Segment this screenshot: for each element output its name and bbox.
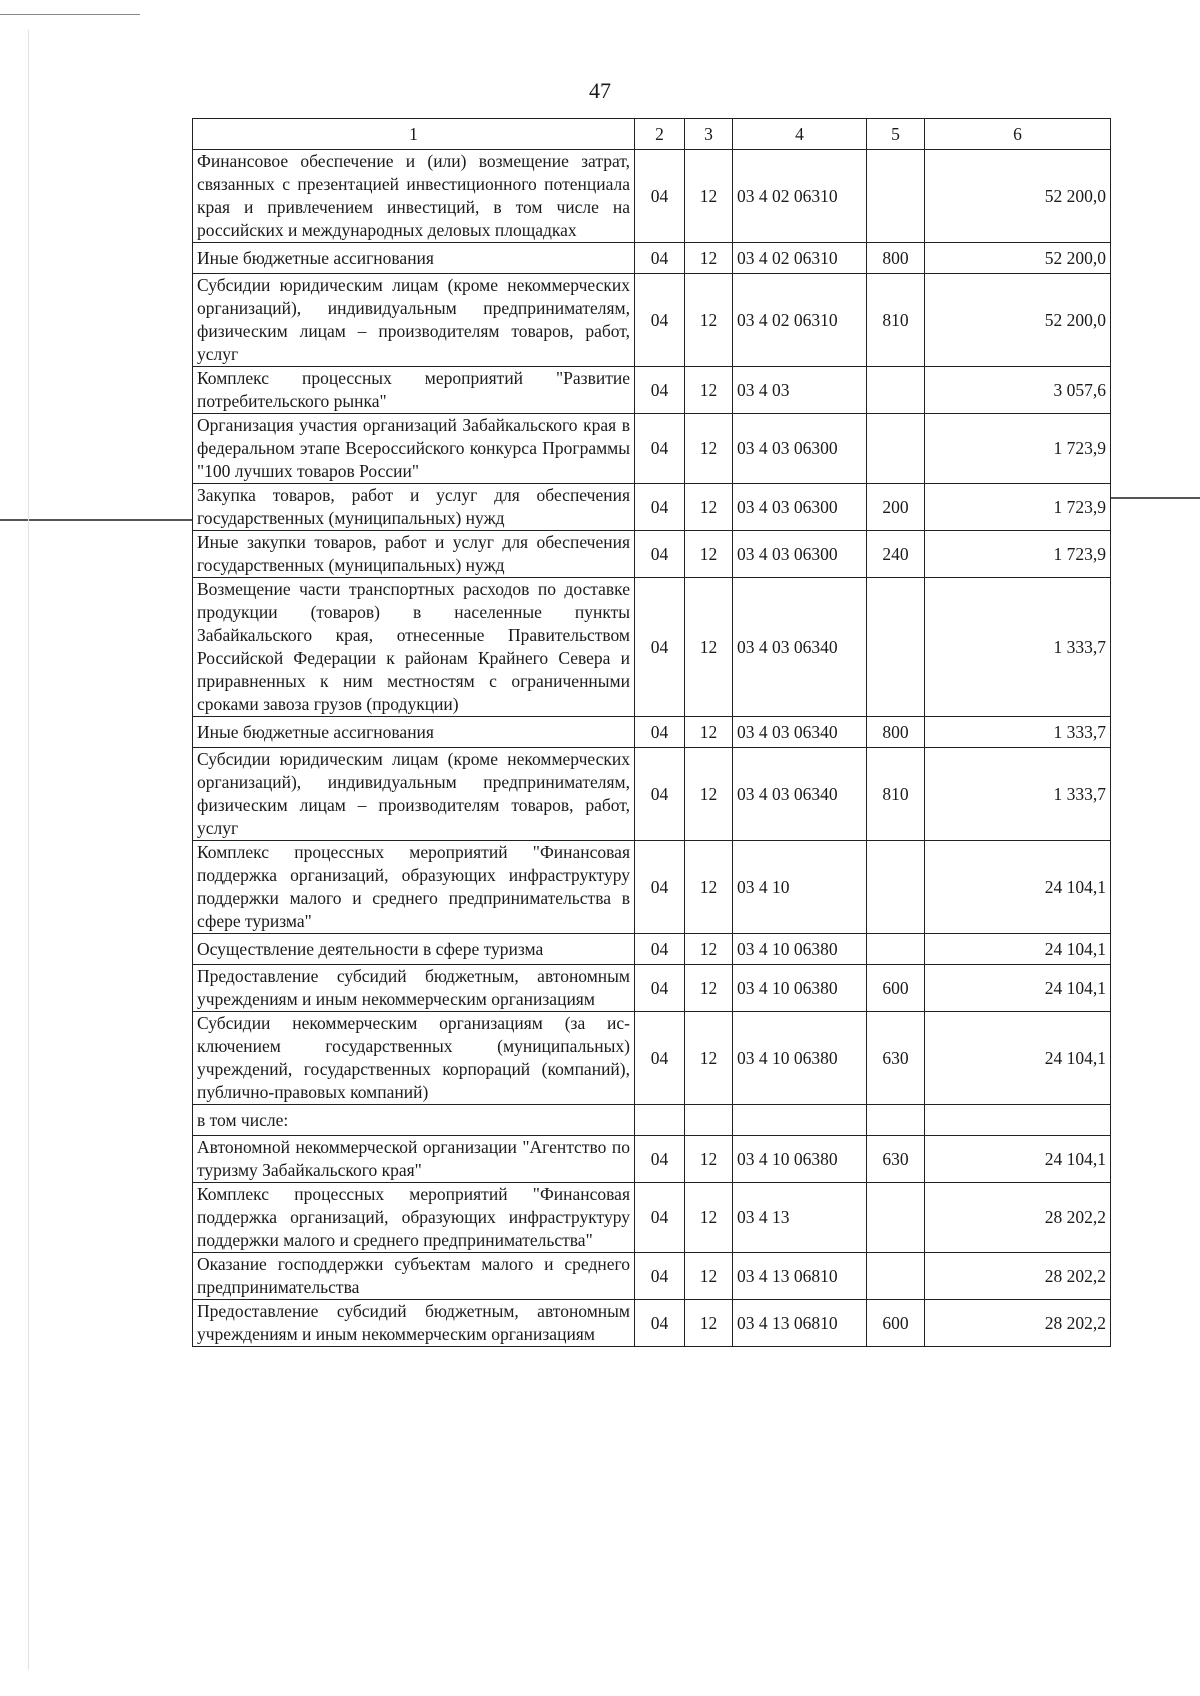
table-row: [193, 1136, 1111, 1183]
row-amount: 28 202,2: [925, 1183, 1111, 1253]
row-amount: 1 723,9: [925, 414, 1111, 484]
row-expense-type: [867, 934, 925, 965]
row-subsection: [685, 1105, 733, 1136]
row-expense-type: 800: [867, 243, 925, 274]
row-expense-type: 800: [867, 717, 925, 748]
row-subsection: 12: [685, 531, 733, 578]
row-target-code: 03 4 13 06810: [733, 1300, 867, 1347]
row-description: в том числе:: [193, 1105, 635, 1136]
row-subsection: 12: [685, 1300, 733, 1347]
row-expense-type: 600: [867, 965, 925, 1012]
row-expense-type: 810: [867, 748, 925, 841]
row-section: 04: [635, 1300, 685, 1347]
table-row: [193, 1183, 1111, 1253]
row-section: 04: [635, 414, 685, 484]
row-description: Иные бюджетные ассигнования: [193, 717, 635, 748]
row-section: 04: [635, 748, 685, 841]
row-target-code: 03 4 10: [733, 841, 867, 934]
table-row: [193, 367, 1111, 414]
row-expense-type: [867, 1105, 925, 1136]
table-header-row: [193, 119, 1111, 150]
row-expense-type: 240: [867, 531, 925, 578]
row-description: Субсидии юридическим лицам (кроме некоммерческих организаций), индивидуальным предпринимателям, физическим лицам – производителям товаров, работ, услуг: [193, 748, 635, 841]
row-subsection: 12: [685, 1136, 733, 1183]
row-subsection: 12: [685, 274, 733, 367]
table-row: [193, 531, 1111, 578]
row-subsection: 12: [685, 150, 733, 243]
header-col-2: 2: [635, 119, 685, 150]
row-subsection: 12: [685, 841, 733, 934]
row-description: Субсидии некоммерческим организациям (за исключением государственных (муниципальных) учреждений, государственных корпораций (компаний), публично-правовых компаний): [193, 1012, 635, 1105]
row-expense-type: [867, 1253, 925, 1300]
row-target-code: 03 4 13: [733, 1183, 867, 1253]
row-subsection: 12: [685, 1012, 733, 1105]
row-subsection: 12: [685, 484, 733, 531]
row-amount: 1 723,9: [925, 484, 1111, 531]
row-description: Финансовое обеспечение и (или) возмещение затрат, связанных с презентацией инвестиционного потенциала края и привлечением инвестиций, в том числе на российских и международных деловых площадках: [193, 150, 635, 243]
row-target-code: 03 4 02 06310: [733, 150, 867, 243]
row-subsection: 12: [685, 1253, 733, 1300]
row-section: 04: [635, 367, 685, 414]
row-amount: 1 723,9: [925, 531, 1111, 578]
row-expense-type: 630: [867, 1136, 925, 1183]
row-description: Предоставление субсидий бюджетным, автономным учреждениям и иным некоммерческим организациям: [193, 1300, 635, 1347]
table-row: [193, 1300, 1111, 1347]
row-amount: [925, 1105, 1111, 1136]
row-subsection: 12: [685, 934, 733, 965]
row-target-code: 03 4 03 06340: [733, 717, 867, 748]
row-expense-type: 200: [867, 484, 925, 531]
table-row: [193, 965, 1111, 1012]
budget-table: [192, 118, 1111, 1347]
row-target-code: 03 4 10 06380: [733, 934, 867, 965]
table-row: [193, 748, 1111, 841]
row-amount: 52 200,0: [925, 150, 1111, 243]
row-section: 04: [635, 965, 685, 1012]
row-section: 04: [635, 1183, 685, 1253]
row-expense-type: [867, 578, 925, 717]
scan-artifact-line-right: [1110, 497, 1200, 499]
row-target-code: 03 4 03: [733, 367, 867, 414]
row-target-code: 03 4 03 06340: [733, 578, 867, 717]
scan-artifact-line-margin: [28, 30, 29, 1670]
row-subsection: 12: [685, 367, 733, 414]
row-amount: 1 333,7: [925, 748, 1111, 841]
row-subsection: 12: [685, 414, 733, 484]
row-section: 04: [635, 578, 685, 717]
row-target-code: 03 4 02 06310: [733, 274, 867, 367]
row-target-code: 03 4 13 06810: [733, 1253, 867, 1300]
row-expense-type: 630: [867, 1012, 925, 1105]
row-expense-type: [867, 1183, 925, 1253]
row-description: Иные бюджетные ассигнования: [193, 243, 635, 274]
row-section: 04: [635, 531, 685, 578]
row-section: [635, 1105, 685, 1136]
header-col-6: 6: [925, 119, 1111, 150]
row-description: Иные закупки товаров, работ и услуг для обеспечения государственных (муниципальных) нужд: [193, 531, 635, 578]
table-row: [193, 484, 1111, 531]
row-subsection: 12: [685, 243, 733, 274]
row-section: 04: [635, 484, 685, 531]
row-description: Организация участия организаций Забайкальского края в федеральном этапе Всероссийского конкурса Программы "100 лучших товаров России": [193, 414, 635, 484]
table-row: [193, 841, 1111, 934]
row-target-code: 03 4 10 06380: [733, 1012, 867, 1105]
row-description: Возмещение части транспортных расходов по доставке продукции (товаров) в населенные пункты Забайкальского края, отнесенные Правительством Российской Федерации к районам Крайнего Севера и приравненных к ним местностям с ограниченными сроками завоза грузов (продукции): [193, 578, 635, 717]
table-row: [193, 1105, 1111, 1136]
row-target-code: 03 4 03 06300: [733, 531, 867, 578]
row-target-code: 03 4 03 06300: [733, 414, 867, 484]
row-amount: 24 104,1: [925, 1012, 1111, 1105]
row-description: Закупка товаров, работ и услуг для обеспечения государственных (муниципальных) нужд: [193, 484, 635, 531]
row-subsection: 12: [685, 965, 733, 1012]
row-description: Комплекс процессных мероприятий "Финансовая поддержка организаций, образующих инфраструктуру поддержки малого и среднего предпринимательства в сфере туризма": [193, 841, 635, 934]
row-amount: 28 202,2: [925, 1253, 1111, 1300]
header-col-4: 4: [733, 119, 867, 150]
row-description: Комплекс процессных мероприятий "Финансовая поддержка организаций, образующих инфраструктуру поддержки малого и среднего предпринимательства": [193, 1183, 635, 1253]
row-amount: 24 104,1: [925, 841, 1111, 934]
header-col-1: 1: [193, 119, 635, 150]
row-expense-type: [867, 414, 925, 484]
scan-artifact-line-top: [0, 14, 140, 15]
row-amount: 24 104,1: [925, 934, 1111, 965]
table-row: [193, 414, 1111, 484]
row-description: Субсидии юридическим лицам (кроме некоммерческих организаций), индивидуальным предпринимателям, физическим лицам – производителям товаров, работ, услуг: [193, 274, 635, 367]
row-expense-type: [867, 367, 925, 414]
row-section: 04: [635, 1136, 685, 1183]
row-amount: 52 200,0: [925, 274, 1111, 367]
table-row: [193, 274, 1111, 367]
row-expense-type: 600: [867, 1300, 925, 1347]
row-amount: 28 202,2: [925, 1300, 1111, 1347]
table-row: [193, 150, 1111, 243]
row-target-code: 03 4 03 06300: [733, 484, 867, 531]
row-section: 04: [635, 841, 685, 934]
row-amount: 1 333,7: [925, 578, 1111, 717]
table-row: [193, 1253, 1111, 1300]
row-target-code: 03 4 10 06380: [733, 965, 867, 1012]
row-target-code: 03 4 02 06310: [733, 243, 867, 274]
row-subsection: 12: [685, 1183, 733, 1253]
table-row: [193, 243, 1111, 274]
table-row: [193, 1012, 1111, 1105]
row-description: Предоставление субсидий бюджетным, автономным учреждениям и иным некоммерческим организациям: [193, 965, 635, 1012]
row-section: 04: [635, 150, 685, 243]
row-description: Комплекс процессных мероприятий "Развитие потребительского рынка": [193, 367, 635, 414]
table-row: [193, 578, 1111, 717]
row-description: Осуществление деятельности в сфере туризма: [193, 934, 635, 965]
row-section: 04: [635, 717, 685, 748]
row-subsection: 12: [685, 748, 733, 841]
row-expense-type: [867, 150, 925, 243]
row-target-code: 03 4 10 06380: [733, 1136, 867, 1183]
header-col-5: 5: [867, 119, 925, 150]
row-section: 04: [635, 243, 685, 274]
row-amount: 3 057,6: [925, 367, 1111, 414]
table-row: [193, 717, 1111, 748]
row-description: Автономной некоммерческой организации "Агентство по туризму Забайкальского края": [193, 1136, 635, 1183]
row-subsection: 12: [685, 717, 733, 748]
row-section: 04: [635, 274, 685, 367]
row-expense-type: [867, 841, 925, 934]
row-amount: 1 333,7: [925, 717, 1111, 748]
row-amount: 24 104,1: [925, 1136, 1111, 1183]
page-number: 47: [589, 78, 611, 103]
row-amount: 24 104,1: [925, 965, 1111, 1012]
row-target-code: [733, 1105, 867, 1136]
row-subsection: 12: [685, 578, 733, 717]
table-row: [193, 934, 1111, 965]
row-description: Оказание господдержки субъектам малого и среднего предпринимательства: [193, 1253, 635, 1300]
row-section: 04: [635, 934, 685, 965]
row-section: 04: [635, 1012, 685, 1105]
header-col-3: 3: [685, 119, 733, 150]
row-target-code: 03 4 03 06340: [733, 748, 867, 841]
row-section: 04: [635, 1253, 685, 1300]
row-amount: 52 200,0: [925, 243, 1111, 274]
row-expense-type: 810: [867, 274, 925, 367]
